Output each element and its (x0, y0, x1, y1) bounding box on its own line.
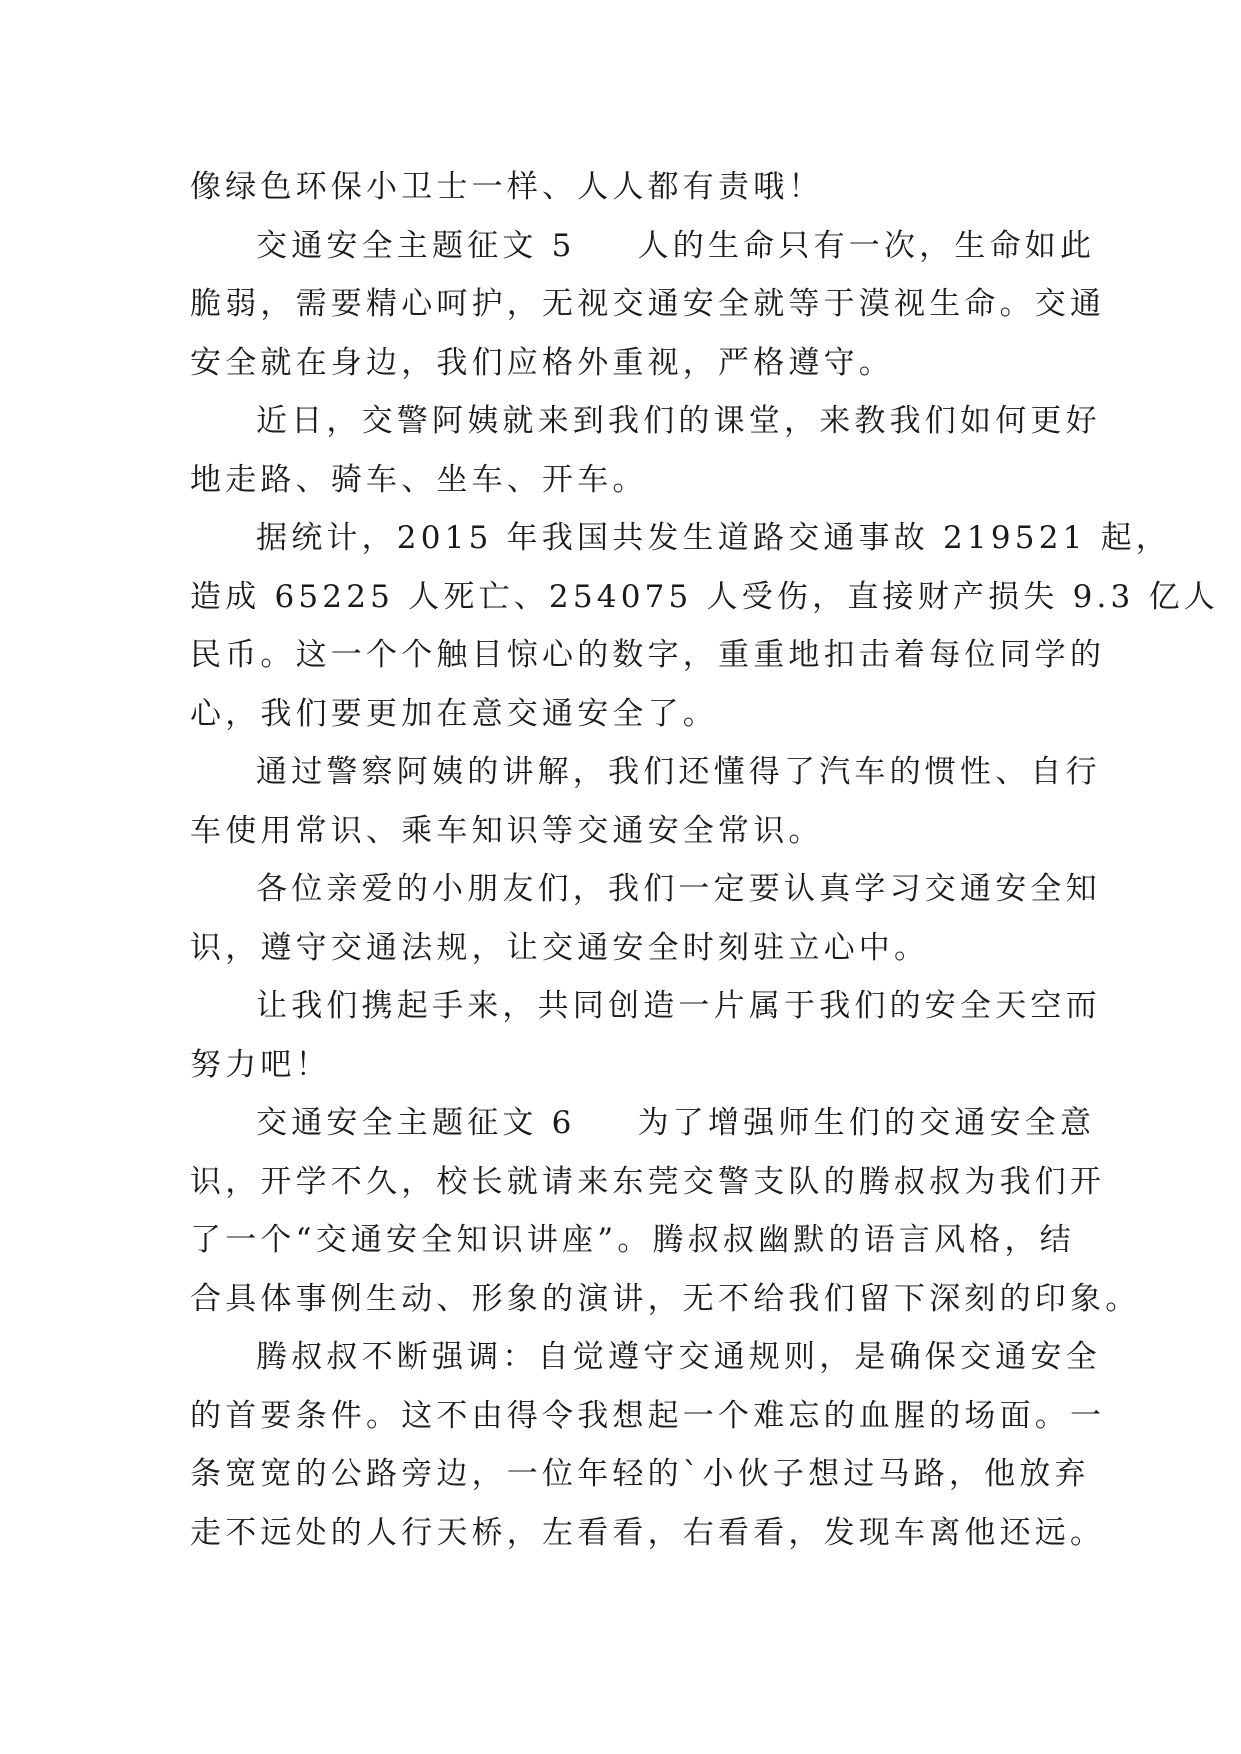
text-line-11 (190, 743, 1101, 802)
text-line-21 (190, 1328, 1101, 1387)
text-line-14 (190, 919, 1080, 978)
text-line-24 (190, 1504, 1106, 1563)
line-text: 近日，交警阿姨就来到我们的课堂，来教我们如何更好 (256, 403, 1101, 439)
text-line-5 (190, 392, 1101, 451)
line-text: 的首要条件。这不由得令我想起一个难忘的血腥的场面。一 (190, 1397, 1106, 1434)
line-text: 努力吧！ (190, 1046, 331, 1083)
text-line-8 (190, 568, 1219, 627)
line-text: 走不远处的人行天桥，左看看，右看看，发现车离他还远。 (190, 1514, 1106, 1551)
text-line-3 (190, 275, 1106, 334)
line-text: 像绿色环保小卫士一样、人人都有责哦！ (190, 169, 824, 205)
text-line-20 (190, 1270, 1141, 1329)
text-line-18 (190, 1153, 1106, 1212)
text-line-4 (190, 334, 1080, 393)
text-line-9 (190, 626, 1106, 685)
text-line-15 (190, 977, 1101, 1036)
line-text: 通过警察阿姨的讲解，我们还懂得了汽车的惯性、自行 (256, 754, 1101, 790)
text-line-12 (190, 802, 1080, 861)
text-line-7 (190, 509, 1171, 568)
line-text: 据统计，2015 年我国共发生道路交通事故 219521 起， (256, 520, 1171, 556)
line-text: 地走路、骑车、坐车、开车。 (190, 461, 648, 498)
section-heading-6: 交通安全主题征文 6 (256, 1105, 576, 1141)
line-text: 各位亲爱的小朋友们，我们一定要认真学习交通安全知 (256, 871, 1101, 907)
text-line-17 (190, 1094, 1096, 1153)
line-text: 造成 65225 人死亡、254075 人受伤，直接财产损失 9.3 亿人 (190, 578, 1219, 615)
line-text: 脆弱，需要精心呵护，无视交通安全就等于漠视生命。交通 (190, 286, 1106, 322)
line-text: 车使用常识、乘车知识等交通安全常识。 (190, 812, 824, 849)
line-text: 条宽宽的公路旁边，一位年轻的`小伙子想过马路，他放弃 (190, 1456, 1090, 1492)
line-text: 让我们携起手来，共同创造一片属于我们的安全天空而 (256, 988, 1101, 1024)
line-text: 腾叔叔不断强调：自觉遵守交通规则，是确保交通安全 (256, 1339, 1101, 1375)
line-text: 安全就在身边，我们应格外重视，严格遵守。 (190, 344, 894, 381)
line-text: 为了增强师生们的交通安全意 (637, 1105, 1096, 1141)
text-line-16 (190, 1036, 1080, 1095)
section-heading-5: 交通安全主题征文 5 (256, 227, 576, 264)
text-line-10 (190, 685, 1080, 744)
line-text: 识，遵守交通法规，让交通安全时刻驻立心中。 (190, 929, 930, 966)
text-line-23 (190, 1445, 1090, 1504)
line-text: 心，我们要更加在意交通安全了。 (190, 695, 718, 732)
line-text: 了一个“交通安全知识讲座”。腾叔叔幽默的语言风格，结 (190, 1222, 1075, 1258)
line-text: 合具体事例生动、形象的演讲，无不给我们留下深刻的印象。 (190, 1280, 1141, 1317)
line-text: 人的生命只有一次，生命如此 (637, 227, 1096, 264)
line-text: 识，开学不久，校长就请来东莞交警支队的腾叔叔为我们开 (190, 1163, 1106, 1200)
text-line-1 (190, 158, 1080, 217)
text-line-19 (190, 1211, 1080, 1270)
text-line-13 (190, 860, 1101, 919)
text-line-22 (190, 1387, 1106, 1446)
text-line-2 (190, 217, 1096, 276)
line-text: 民币。这一个个触目惊心的数字，重重地扣击着每位同学的 (190, 637, 1106, 673)
document-body (190, 158, 1219, 1562)
text-line-6 (190, 451, 1080, 510)
